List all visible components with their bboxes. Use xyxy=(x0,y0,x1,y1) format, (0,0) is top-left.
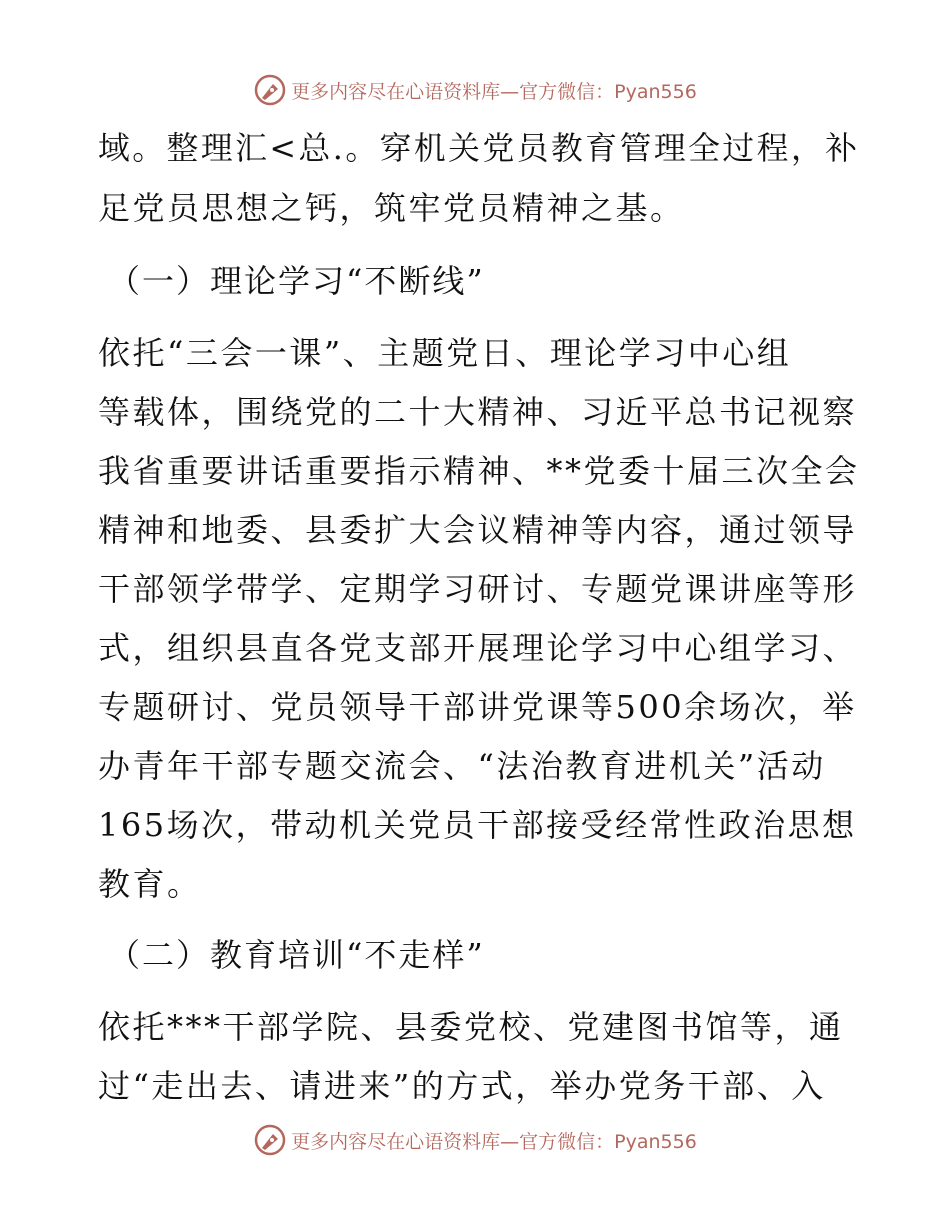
watermark-text: 更多内容尽在心语资料库—官方微信：Pyan556 xyxy=(291,1130,697,1153)
text-line: 精神和地委、县委扩大会议精神等内容，通过领导 xyxy=(98,511,858,549)
text-line: 式，组织县直各党支部开展理论学习中心组学习、 xyxy=(98,629,858,667)
section-heading: （一）理论学习“不断线” xyxy=(108,262,485,300)
text-line: 教育。 xyxy=(98,865,202,903)
text-line: 足党员思想之钙，筑牢党员精神之基。 xyxy=(98,189,685,227)
watermark-footer xyxy=(0,1120,950,1160)
pen-nib-logo-icon xyxy=(253,1123,287,1157)
text-line: 办青年干部专题交流会、“法治教育进机关”活动 xyxy=(98,747,826,785)
text-line: 依托“三会一课”、主题党日、理论学习中心组 xyxy=(98,334,792,372)
section-heading: （二）教育培训“不走样” xyxy=(108,936,485,974)
text-line: 等载体，围绕党的二十大精神、习近平总书记视察 xyxy=(98,393,858,431)
watermark-text: 更多内容尽在心语资料库—官方微信：Pyan556 xyxy=(291,80,697,103)
watermark-header xyxy=(0,70,950,110)
text-line: 过“走出去、请进来”的方式，举办党务干部、入 xyxy=(98,1067,826,1105)
text-line: 165场次，带动机关党员干部接受经常性政治思想 xyxy=(98,806,857,844)
text-line: 我省重要讲话重要指示精神、**党委十届三次全会 xyxy=(98,452,860,490)
text-line: 依托***干部学院、县委党校、党建图书馆等，通 xyxy=(98,1008,844,1046)
pen-nib-logo-icon xyxy=(253,73,287,107)
text-line: 专题研讨、党员领导干部讲党课等500余场次，举 xyxy=(98,688,857,726)
text-line: 干部领学带学、定期学习研讨、专题党课讲座等形 xyxy=(98,570,858,608)
text-line: 域。整理汇<总.。穿机关党员教育管理全过程，补 xyxy=(98,129,860,167)
